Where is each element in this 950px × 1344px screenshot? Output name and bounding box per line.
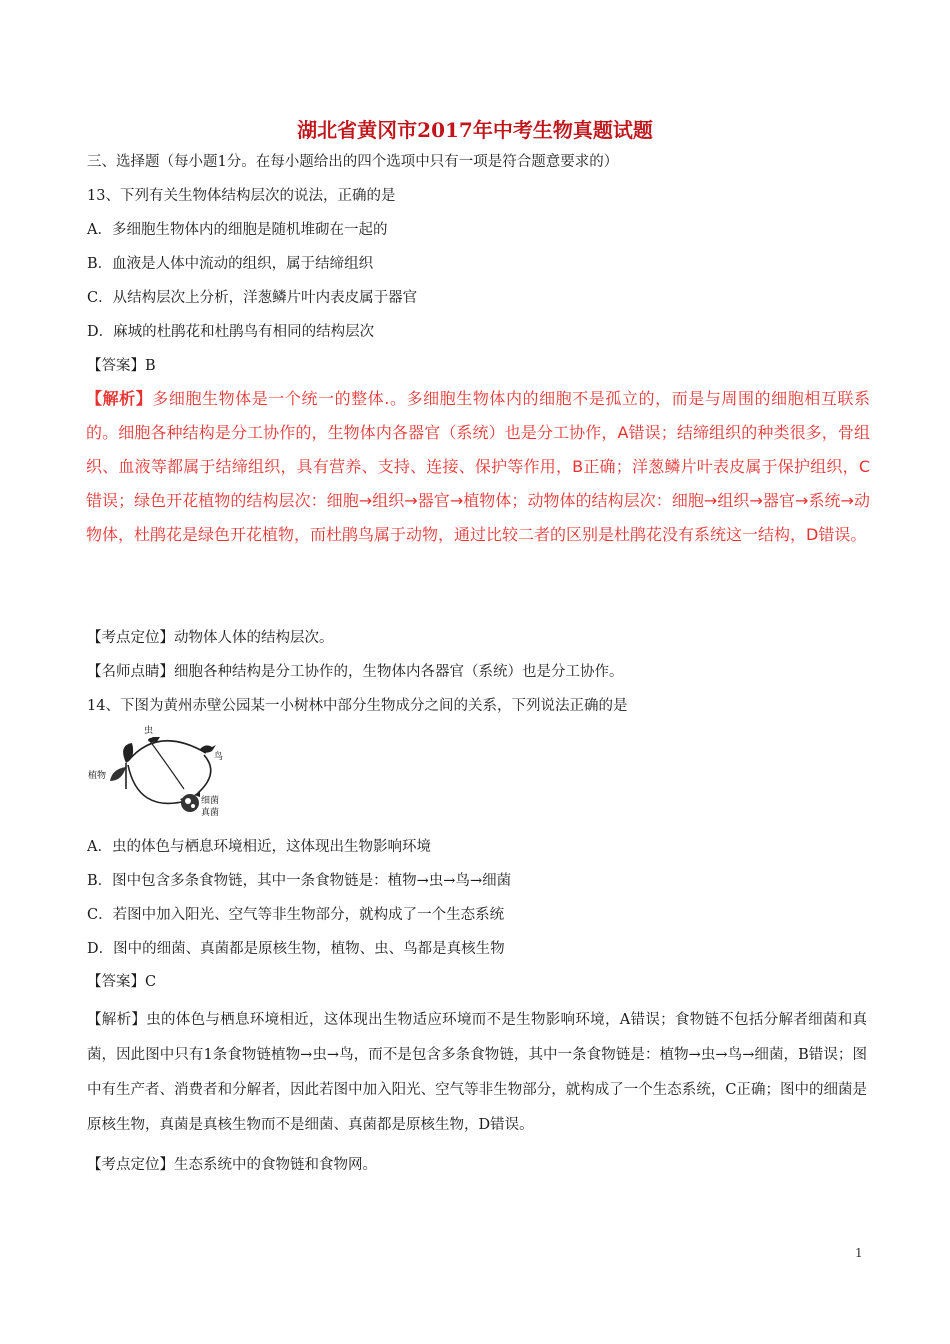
food-chain-figure: [88, 723, 238, 818]
q14-answer: 【答案】C: [87, 974, 157, 990]
q13-option-c: C．从结构层次上分析，洋葱鳞片叶内表皮属于器官: [87, 290, 418, 306]
q14-kaodian: 【考点定位】生态系统中的食物链和食物网。: [87, 1157, 377, 1173]
q13-option-b: B．血液是人体中流动的组织，属于结缔组织: [87, 256, 374, 272]
figure-label-plant: 植物: [88, 771, 107, 781]
q14-option-c: C．若图中加入阳光、空气等非生物部分，就构成了一个生态系统: [87, 907, 505, 923]
q14-analysis: 【解析】虫的体色与栖息环境相近，这体现出生物适应环境而不是生物影响环境，A错误；食物链不包括分解者细菌和真菌，因此图中只有1条食物链植物→虫→鸟，而不是包含多条食物链，其中一条食物链是：植物→虫→鸟→细菌，B错误；图中有生产者、消费者和分解者，因此若图中加入阳光、空气等非生物部分，就构成了一个生态系统，C正确；图中的细菌是原核生物，真菌是真核生物而不是细菌、真菌都是原核生物，D错误。: [87, 1012, 867, 1133]
page-title: 湖北省黄冈市2017年中考生物真题试题: [297, 118, 653, 142]
q13-option-d: D．麻城的杜鹃花和杜鹃鸟有相同的结构层次: [87, 324, 375, 340]
q13-mingshi: 【名师点睛】细胞各种结构是分工协作的，生物体内各器官（系统）也是分工协作。: [87, 664, 624, 680]
q13-stem: 13、下列有关生物体结构层次的说法，正确的是: [87, 188, 396, 204]
q14-option-b: B．图中包含多条食物链，其中一条食物链是：植物→虫→鸟→细菌: [87, 873, 512, 889]
q13-answer: 【答案】B: [87, 358, 156, 374]
figure-label-insect: 虫: [144, 726, 154, 736]
q14-stem: 14、下图为黄州赤壁公园某一小树林中部分生物成分之间的关系，下列说法正确的是: [87, 698, 628, 714]
section-heading: 三、选择题（每小题1分。在每小题给出的四个选项中只有一项是符合题意要求的）: [87, 154, 619, 170]
q13-analysis-tag: 【解析】: [86, 389, 153, 408]
figure-label-bacteria: 细菌: [201, 796, 220, 806]
q13-analysis-text: 多细胞生物体是一个统一的整体.。多细胞生物体内的细胞不是孤立的，而是与周围的细胞相互联系的。细胞各种结构是分工协作的，生物体内各器官（系统）也是分工协作，A错误；结缔组织的种类很多，骨组织、血液等都属于结缔组织，具有营养、支持、连接、保护等作用，B正确；洋葱鳞片叶表皮属于保护组织，C错误；绿色开花植物的结构层次：细胞→组织→器官→植物体；动物体的结构层次：细胞→组织→器官→系统→动物体，杜鹃花是绿色开花植物，而杜鹃鸟属于动物，通过比较二者的区别是杜鹃花没有系统这一结构，D错误。: [86, 389, 870, 544]
q13-option-a: A．多细胞生物体内的细胞是随机堆砌在一起的: [87, 222, 388, 238]
page-number: 1: [855, 1246, 863, 1260]
q14-option-d: D．图中的细菌、真菌都是原核生物，植物、虫、鸟都是真核生物: [87, 941, 505, 957]
q14-option-a: A．虫的体色与栖息环境相近，这体现出生物影响环境: [87, 839, 431, 855]
q13-analysis: [86, 382, 870, 552]
q13-kaodian: 【考点定位】动物体人体的结构层次。: [87, 630, 334, 646]
figure-label-fungi: 真菌: [201, 808, 220, 818]
figure-label-bird: 鸟: [214, 752, 224, 762]
